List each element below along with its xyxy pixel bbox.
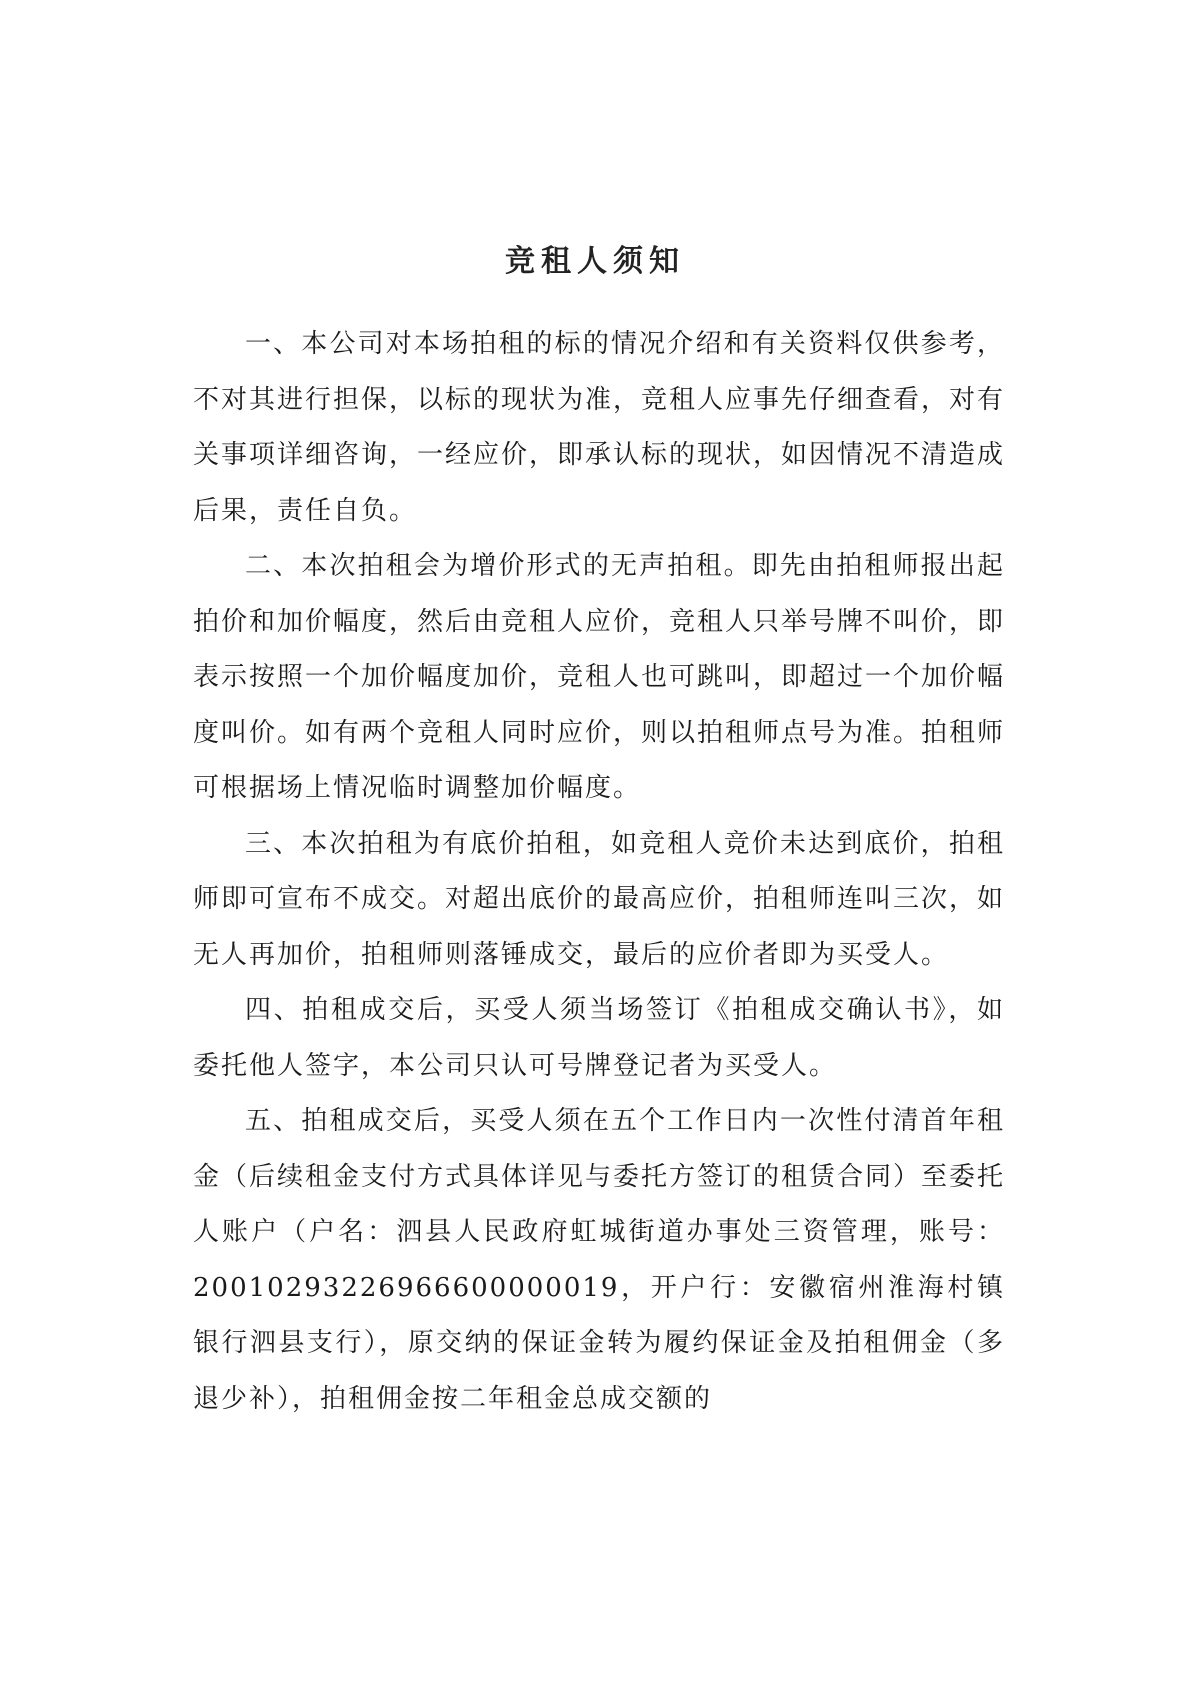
document-title: 竞租人须知 — [505, 244, 685, 279]
paragraph-2: 二、本次拍租会为增价形式的无声拍租。即先由拍租师报出起拍价和加价幅度，然后由竞租人应价，竞租人只举号牌不叫价，即表示按照一个加价幅度加价，竞租人也可跳叫，即超过一个加价幅度叫价。如有两个竞租人同时应价，则以拍租师点号为准。拍租师可根据场上情况临时调整加价幅度。 — [193, 551, 1006, 803]
paragraph-5: 五、拍租成交后，买受人须在五个工作日内一次性付清首年租金（后续租金支付方式具体详见与委托方签订的租赁合同）至委托人账户（户名：泗县人民政府虹城街道办事处三资管理，账号：20010293226966600000019，开户行：安徽宿州淮海村镇银行泗县支行），原交纳的保证金转为履约保证金及拍租佣金（多退少补），拍租佣金按二年租金总成交额的 — [193, 1106, 1006, 1414]
paragraph-1: 一、本公司对本场拍租的标的情况介绍和有关资料仅供参考，不对其进行担保，以标的现状为准，竞租人应事先仔细查看，对有关事项详细咨询，一经应价，即承认标的现状，如因情况不清造成后果，责任自负。 — [193, 329, 1006, 526]
paragraph-4: 四、拍租成交后，买受人须当场签订《拍租成交确认书》，如委托他人签字，本公司只认可号牌登记者为买受人。 — [193, 995, 1005, 1081]
document-body — [193, 317, 1005, 1427]
paragraph-3: 三、本次拍租为有底价拍租，如竞租人竞价未达到底价，拍租师即可宣布不成交。对超出底价的最高应价，拍租师连叫三次，如无人再加价，拍租师则落锤成交，最后的应价者即为买受人。 — [193, 828, 1006, 970]
